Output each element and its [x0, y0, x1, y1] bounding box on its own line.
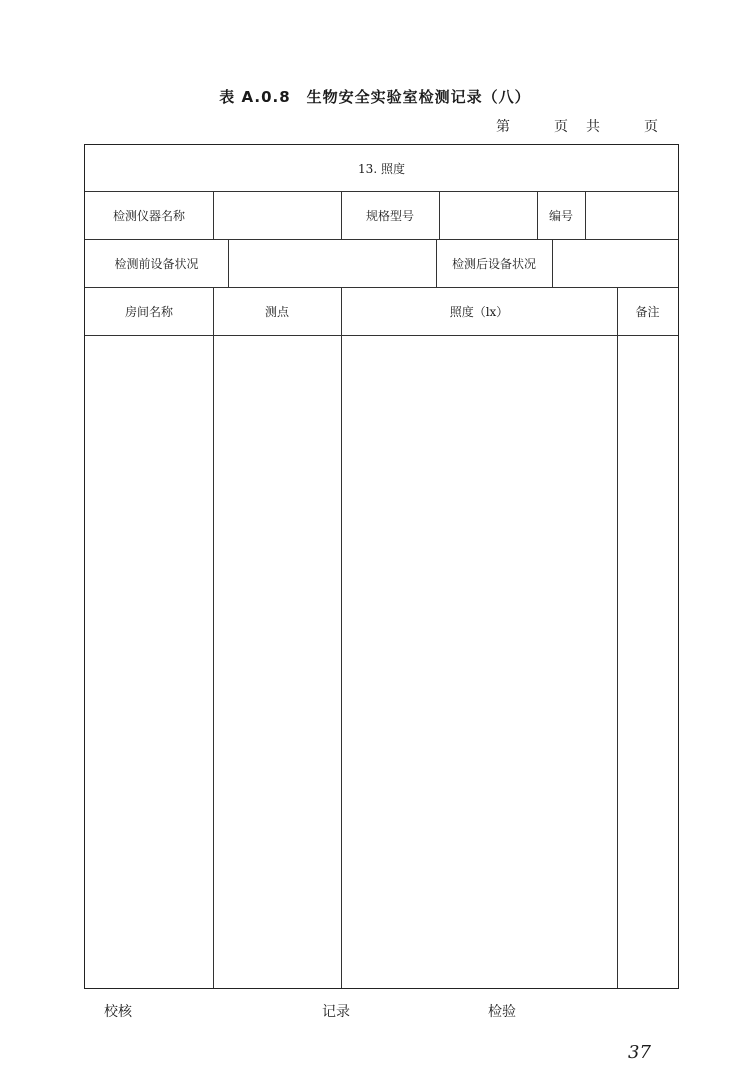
section-title: 13. 照度 [358, 161, 405, 176]
col-divider [228, 239, 229, 287]
footer-inspect: 检验 [488, 1004, 516, 1020]
col-divider [585, 191, 586, 239]
header-room-name: 房间名称 [124, 304, 173, 319]
table-title: 表 A.0.8 生物安全实验室检测记录（八） [219, 88, 531, 106]
page-info-ye-total: 页 [644, 119, 658, 135]
page-number: 37 [628, 1042, 651, 1063]
page-info-ye: 页 [554, 119, 568, 135]
instrument-name-label: 检测仪器名称 [112, 208, 185, 223]
header-measuring-point: 测点 [264, 304, 289, 319]
footer-check: 校核 [104, 1004, 132, 1020]
row-divider [85, 335, 678, 336]
model-label: 规格型号 [365, 208, 414, 223]
after-status-label: 检测后设备状况 [451, 256, 536, 271]
footer-record: 记录 [322, 1004, 350, 1020]
number-label: 编号 [548, 208, 573, 223]
before-status-label: 检测前设备状况 [114, 256, 199, 271]
header-illuminance: 照度（lx） [449, 304, 509, 319]
col-divider [213, 287, 214, 988]
col-divider [341, 287, 342, 988]
col-divider [213, 191, 214, 239]
header-remark: 备注 [635, 304, 660, 319]
page-info-di: 第 [496, 119, 510, 135]
record-table [84, 144, 679, 989]
col-divider [439, 191, 440, 239]
col-divider [617, 287, 618, 988]
page-info-gong: 共 [586, 119, 600, 135]
col-divider [552, 239, 553, 287]
